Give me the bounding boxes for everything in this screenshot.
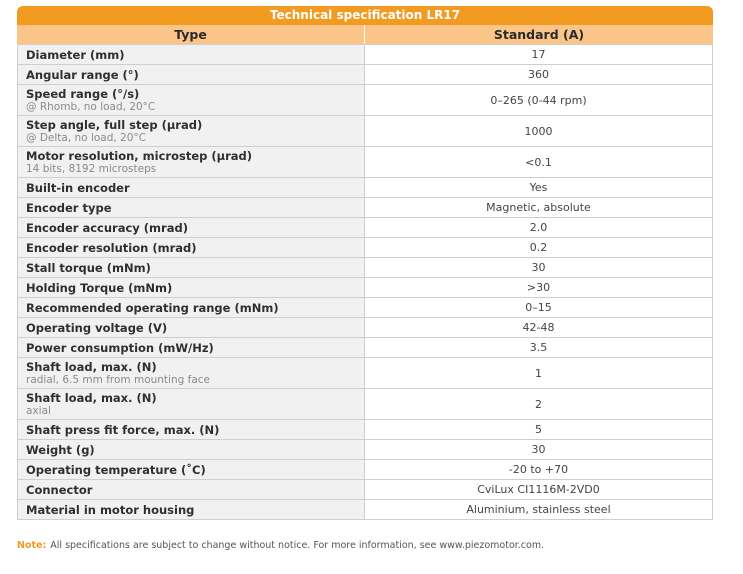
parameter-cell <box>18 389 365 420</box>
parameter-cell <box>18 480 365 500</box>
table-row <box>18 338 713 358</box>
parameter-name: Encoder type <box>26 200 112 215</box>
table-row <box>18 389 713 420</box>
table-row <box>18 278 713 298</box>
parameter-cell <box>18 440 365 460</box>
value-cell: CviLux CI1116M-2VD0 <box>365 480 713 500</box>
parameter-cell <box>18 420 365 440</box>
parameter-cell <box>18 338 365 358</box>
table-row <box>18 460 713 480</box>
value-cell: 5 <box>365 420 713 440</box>
parameter-name: Shaft press fit force, max. (N) <box>26 422 220 437</box>
table-row <box>18 420 713 440</box>
spec-rows <box>17 44 713 520</box>
column-header-standard: Standard (A) <box>493 27 585 42</box>
parameter-note: @ Delta, no load, 20°C <box>26 132 147 144</box>
table-row <box>18 45 713 65</box>
value-cell: 1 <box>365 358 713 389</box>
value-cell: 0–265 (0-44 rpm) <box>365 85 713 116</box>
value-cell: 42-48 <box>365 318 713 338</box>
parameter-note: axial <box>26 405 51 417</box>
parameter-name: Speed range (°/s) <box>26 87 140 101</box>
value-cell: >30 <box>365 278 713 298</box>
value-cell: 0.2 <box>365 238 713 258</box>
table-row <box>18 218 713 238</box>
table-row <box>18 358 713 389</box>
table-row <box>18 480 713 500</box>
parameter-name: Motor resolution, microstep (µrad) <box>26 149 252 163</box>
value-cell: Aluminium, stainless steel <box>365 500 713 520</box>
parameter-name: Diameter (mm) <box>26 47 125 62</box>
value-cell: Yes <box>365 178 713 198</box>
parameter-cell <box>18 318 365 338</box>
parameter-cell <box>18 85 365 116</box>
value-cell: 2 <box>365 389 713 420</box>
parameter-name: Power consumption (mW/Hz) <box>26 340 214 355</box>
parameter-name: Step angle, full step (µrad) <box>26 118 203 132</box>
parameter-cell <box>18 198 365 218</box>
parameter-cell <box>18 238 365 258</box>
parameter-cell <box>18 278 365 298</box>
spec-table <box>17 6 713 520</box>
parameter-cell <box>18 147 365 178</box>
value-cell: <0.1 <box>365 147 713 178</box>
parameter-name: Stall torque (mNm) <box>26 260 151 275</box>
parameter-cell <box>18 116 365 147</box>
value-cell: 360 <box>365 65 713 85</box>
parameter-cell <box>18 218 365 238</box>
parameter-name: Encoder resolution (mrad) <box>26 240 197 255</box>
parameter-note: 14 bits, 8192 microsteps <box>26 163 157 175</box>
parameter-note: radial, 6.5 mm from mounting face <box>26 374 210 386</box>
table-row <box>18 147 713 178</box>
parameter-cell <box>18 298 365 318</box>
value-cell: Magnetic, absolute <box>365 198 713 218</box>
value-cell: 30 <box>365 258 713 278</box>
parameter-name: Weight (g) <box>26 442 95 457</box>
parameter-name: Holding Torque (mNm) <box>26 280 173 295</box>
parameter-name: Material in motor housing <box>26 502 195 517</box>
parameter-name: Shaft load, max. (N) <box>26 391 157 405</box>
value-cell: -20 to +70 <box>365 460 713 480</box>
parameter-name: Shaft load, max. (N) <box>26 360 157 374</box>
parameter-cell <box>18 65 365 85</box>
table-row <box>18 85 713 116</box>
parameter-note: @ Rhomb, no load, 20°C <box>26 101 156 113</box>
column-header-type: Type <box>17 25 365 44</box>
parameter-name: Encoder accuracy (mrad) <box>26 220 188 235</box>
table-row <box>18 298 713 318</box>
parameter-cell <box>18 500 365 520</box>
table-row <box>18 116 713 147</box>
value-cell: 3.5 <box>365 338 713 358</box>
table-row <box>18 258 713 278</box>
parameter-cell <box>18 45 365 65</box>
note-label: Note: <box>17 540 47 551</box>
parameter-name: Angular range (°) <box>26 67 139 82</box>
value-cell: 0–15 <box>365 298 713 318</box>
parameter-cell <box>18 178 365 198</box>
value-cell: 30 <box>365 440 713 460</box>
table-row <box>18 198 713 218</box>
value-cell: 1000 <box>365 116 713 147</box>
parameter-name: Built-in encoder <box>26 180 130 195</box>
parameter-cell <box>18 358 365 389</box>
table-row <box>18 318 713 338</box>
parameter-name: Operating voltage (V) <box>26 320 168 335</box>
column-header-row <box>17 25 713 44</box>
table-row <box>18 440 713 460</box>
parameter-cell <box>18 460 365 480</box>
parameter-name: Recommended operating range (mNm) <box>26 300 279 315</box>
table-row <box>18 238 713 258</box>
value-cell: 17 <box>365 45 713 65</box>
parameter-cell <box>18 258 365 278</box>
table-row <box>18 178 713 198</box>
table-title: Technical specification LR17 <box>17 6 713 25</box>
table-row <box>18 65 713 85</box>
value-cell: 2.0 <box>365 218 713 238</box>
footer-note <box>17 540 544 551</box>
parameter-name: Connector <box>26 482 93 497</box>
parameter-name: Operating temperature (˚C) <box>26 462 206 477</box>
note-text: All specifications are subject to change without notice. For more information, see www.piezomotor.com. <box>50 540 545 551</box>
table-row <box>18 500 713 520</box>
